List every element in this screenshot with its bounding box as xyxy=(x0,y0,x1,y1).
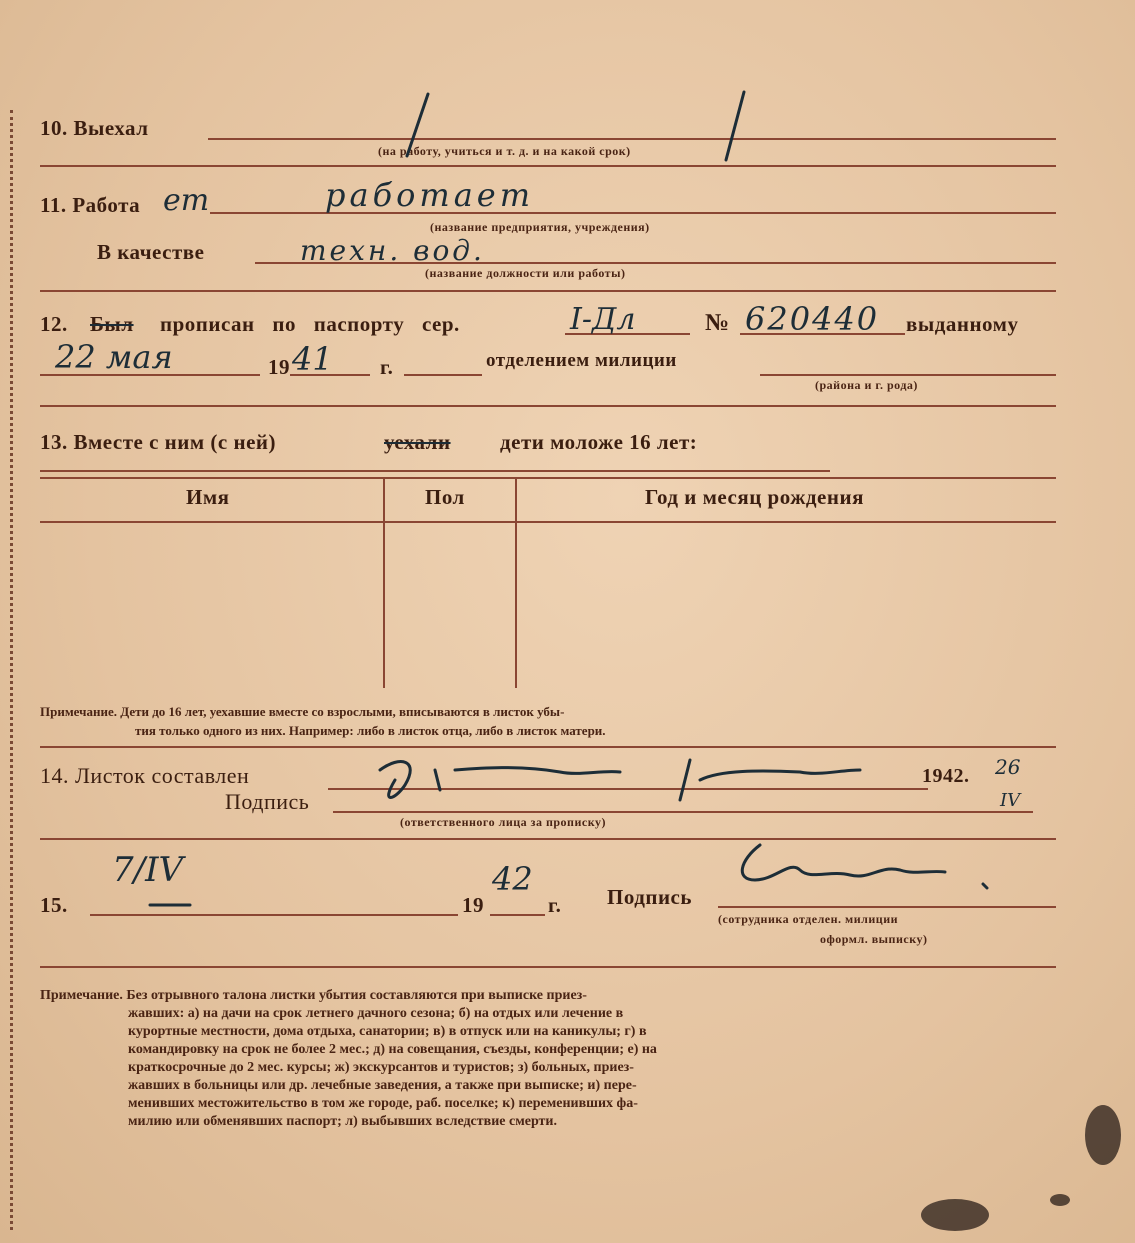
perforation-edge xyxy=(10,110,13,1230)
footer-note-text1: Без отрывного талона листки убытия составляются при выписке приез- xyxy=(126,988,587,1003)
item10-line xyxy=(208,138,1056,140)
item15-year-value: 42 xyxy=(492,860,533,898)
item12-label: прописан по паспорту сер. xyxy=(160,312,460,336)
item12-date-line xyxy=(40,374,260,376)
item14-signature-label: Подпись xyxy=(225,789,310,814)
item13-note-line1 xyxy=(40,704,564,720)
item10-label: 10. Выехал xyxy=(40,116,149,140)
item12-series-value: І-Дл xyxy=(570,302,636,337)
item12-dept-label: отделением милиции xyxy=(486,350,677,371)
item13-label-end: дети моложе 16 лет: xyxy=(500,430,698,454)
footer-note-line3: курортные местности, дома отдыха, санатории; в) в отпуск или на каникулы; г) в xyxy=(128,1024,647,1039)
item12-dept-line xyxy=(760,374,1056,376)
item14-label: 14. Листок составлен xyxy=(40,763,250,788)
footer-note-line4: командировку на срок не более 2 мес.; д) на совещания, съезды, конференции; е) на xyxy=(128,1042,657,1057)
item15-year-line xyxy=(490,914,545,916)
item15-label: 15. xyxy=(40,893,68,917)
item11-position-label: В качестве xyxy=(97,240,205,264)
item12-year-line xyxy=(290,374,370,376)
item15-hint-line1: (сотрудника отделен. милиции xyxy=(718,912,899,926)
item11-label: 11. Работа xyxy=(40,193,141,217)
item12-issued-label: выданному xyxy=(906,312,1019,336)
item15-signature-label: Подпись xyxy=(607,885,692,909)
item14-signature-line xyxy=(333,811,1033,813)
item12-struck-word: Был xyxy=(90,312,134,336)
table-header-line xyxy=(40,521,1056,523)
footer-note-line1 xyxy=(40,988,587,1004)
item11-org-value: работает xyxy=(325,176,535,214)
table-header-birth: Год и месяц рождения xyxy=(645,485,864,509)
item14-line xyxy=(328,788,928,790)
divider-15-footer xyxy=(40,966,1056,968)
item11-org-hint: (название предприятия, учреждения) xyxy=(430,220,650,234)
item13-note-text1: Дети до 16 лет, уехавшие вместе со взрослыми, вписываются в листок убы- xyxy=(120,704,565,719)
table-header-sex: Пол xyxy=(425,485,465,509)
item14-date-top: 26 xyxy=(995,755,1021,779)
divider-14-15 xyxy=(40,838,1056,840)
item12-year-suffix: г. xyxy=(380,355,394,379)
table-header-name: Имя xyxy=(186,485,230,509)
divider-13-14 xyxy=(40,746,1056,748)
table-top-line xyxy=(40,470,830,472)
item13-struck-word: уехали xyxy=(384,430,451,454)
footer-note-line7: менивших местожительство в том же городе, раб. поселке; к) переменивших фа- xyxy=(128,1096,638,1111)
footer-note-line5: краткосрочные до 2 мес. курсы; ж) экскурсантов и туристов; з) больных, приез- xyxy=(128,1060,634,1075)
item12-dept-hint: (района и г. рода) xyxy=(815,378,918,392)
item12-year-prefix: 19 xyxy=(268,355,290,379)
item12-number-label: № xyxy=(705,310,730,336)
divider-12-13 xyxy=(40,405,1056,407)
footer-note-line6: жавших в больницы или др. лечебные заведения, а также при выписке; и) пере- xyxy=(128,1078,637,1093)
item11-position-value: техн. вод. xyxy=(300,234,485,267)
footer-note-title: Примечание. xyxy=(40,988,123,1003)
item15-signature-line xyxy=(718,906,1056,908)
footer-note-line8: милию или обменявших паспорт; л) выбывших вследствие смерти. xyxy=(128,1114,557,1129)
divider-10-11 xyxy=(40,165,1056,167)
footer-note-line2: жавших: а) на дачи на срок летнего дачного сезона; б) на отдых или лечение в xyxy=(128,1006,624,1021)
item14-date-bottom: IV xyxy=(1000,790,1021,811)
table-top-line-2 xyxy=(40,477,1056,479)
item15-year-suffix: г. xyxy=(548,893,562,917)
divider-11-12 xyxy=(40,290,1056,292)
item13-note-line2: тия только одного из них. Например: либо в листок отца, либо в листок матери. xyxy=(135,723,606,738)
item12-date-value: 22 мая xyxy=(55,338,173,376)
item12-year-value: 41 xyxy=(292,340,333,378)
item15-date-value: 7/IV xyxy=(112,850,184,890)
item15-date-line xyxy=(90,914,458,916)
item13-label-start: 13. Вместе с ним (с ней) xyxy=(40,430,276,454)
item13-note-title: Примечание. xyxy=(40,704,117,719)
item14-date-year: 1942. xyxy=(922,765,970,787)
item10-hint: (на работу, учиться и т. д. и на какой срок) xyxy=(378,144,631,158)
item15-year-prefix: 19 xyxy=(462,893,484,917)
item11-handwritten-ending: ет xyxy=(163,183,210,218)
table-col-divider-2 xyxy=(515,478,517,688)
item12-number: 12. xyxy=(40,312,68,336)
item11-position-hint: (название должности или работы) xyxy=(425,266,626,280)
item12-number-value: 620440 xyxy=(745,300,880,338)
item15-hint-line2: оформл. выписку) xyxy=(820,932,928,946)
item14-hint: (ответственного лица за прописку) xyxy=(400,815,606,829)
item12-gap-line xyxy=(404,374,482,376)
table-col-divider-1 xyxy=(383,478,385,688)
